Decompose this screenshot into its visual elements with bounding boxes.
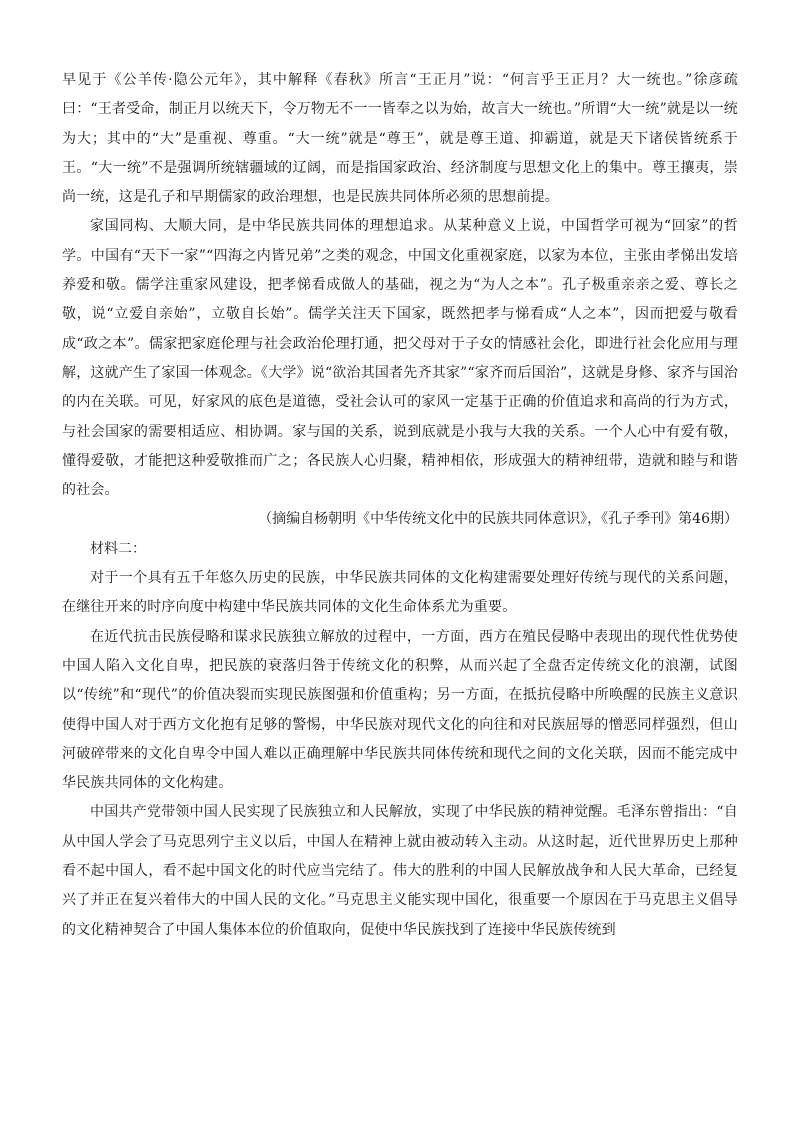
modern-history-paragraph: 在近代抗击民族侵略和谋求民族独立解放的过程中，一方面，西方在殖民侵略中表现出的现代性优势使中国人陷入文化自卑，把民族的衰落归咎于传统文化的积弊，从而兴起了全盘否定传统文化的浪潮，试图以“传统”和“现代”的价值决裂而实现民族图强和价值重构；另一方面，在抵抗侵略中所唤醒的民族主义意识使得中国人对于西方文化抱有足够的警惕，中华民族对现代文化的向往和对民族屈辱的憎恶同样强烈，但山河破碎带来的文化自卑令中国人难以正确理解中华民族共同体传统和现代之间的文化关联，因而不能完成中华民族共同体的文化构建。 [62, 628, 738, 792]
material2-intro-paragraph: 对于一个具有五千年悠久历史的民族，中华民族共同体的文化构建需要处理好传统与现代的关系问题，在继往开来的时序向度中构建中华民族共同体的文化生命体系尤为重要。 [62, 570, 738, 616]
material1-source-citation: （摘编自杨朝明《中华传统文化中的民族共同体意识》，《孔子季刊》第46期） [258, 511, 738, 528]
family-state-paragraph: 家国同构、大顺大同，是中华民族共同体的理想追求。从某种意义上说，中国哲学可视为“回家”的哲学。中国有“天下一家”“四海之内皆兄弟”之类的观念，中国文化重视家庭，以家为本位，主张由孝悌出发培养爱和敬。儒学注重家风建设，把孝悌看成做人的基础，视之为“为人之本”。孔子极重亲亲之爱、尊长之敬，说“立爱自亲始”，立敬自长始”。儒学关注天下国家，既然把孝与悌看成“人之本”，因而把爱与敬看成“政之本”。儒家把家庭伦理与社会政治伦理打通，把父母对于子女的情感社会化，即进行社会化应用与理解，这就产生了家国一体观念。《大学》说“欲治其国者先齐其家”“家齐而后国治”，这就是身修、家齐与国治的内在关联。可见，好家风的底色是道德，受社会认可的家风一定基于正确的价值追求和高尚的行为方式，与社会国家的需要相适应、相协调。家与国的关系，说到底就是小我与大我的关系。一个人心中有爱有敬，懂得爱敬，才能把这种爱敬推而广之；各民族人心归聚，精神相依，形成强大的精神纽带，造就和睦与和谐的社会。 [62, 218, 738, 499]
document-page [62, 66, 738, 945]
material1-continuation-paragraph: 早见于《公羊传·隐公元年》，其中解释《春秋》所言“王正月”说：“何言乎王正月？大一统也。”徐彦疏曰：“王者受命，制正月以统天下，令万物无不一一皆奉之以为始，故言大一统也。”所谓“大一统”就是以一统为大；其中的“大”是重视、尊重。“大一统”就是“尊王”，就是尊王道、抑霸道，就是天下诸侯皆统系于王。“大一统”不是强调所统辖疆域的辽阔，而是指国家政治、经济制度与思想文化上的集中。尊王攘夷，崇尚一统，这是孔子和早期儒家的政治理想，也是民族共同体所必须的思想前提。 [62, 72, 738, 206]
material2-label: 材料二： [90, 540, 146, 557]
communist-party-paragraph: 中国共产党带领中国人民实现了民族独立和人民解放，实现了中华民族的精神觉醒。毛泽东曾指出：“自从中国人学会了马克思列宁主义以后，中国人在精神上就由被动转入主动。从这时起，近代世界历史上那种看不起中国人，看不起中国文化的时代应当完结了。伟大的胜利的中国人民解放战争和人民大革命，已经复兴了并正在复兴着伟大的中国人民的文化。”马克思主义能实现中国化，很重要一个原因在于马克思主义倡导的文化精神契合了中国人集体本位的价值取向，促使中华民族找到了连接中华民族传统到 [62, 804, 738, 938]
